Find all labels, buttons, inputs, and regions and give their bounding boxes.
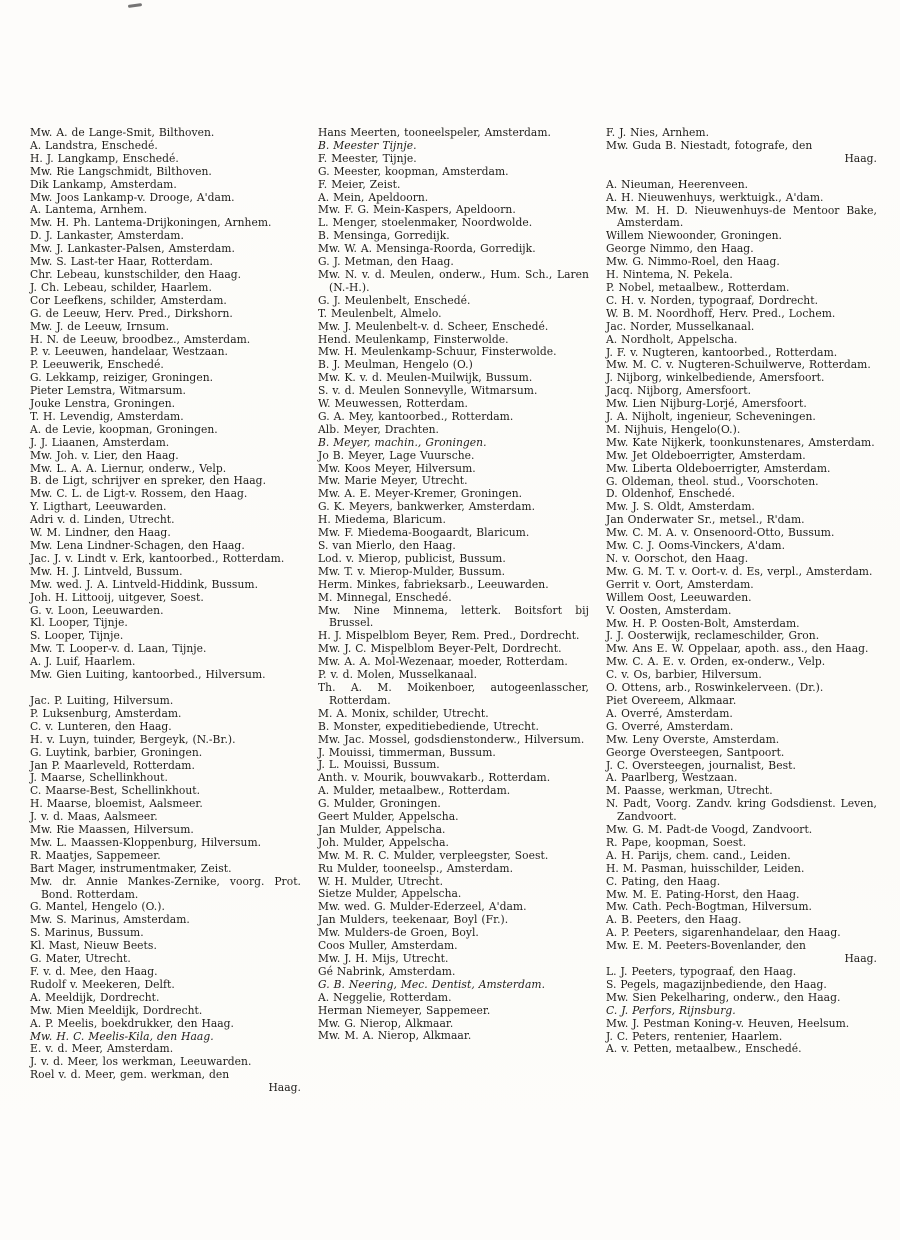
list-entry: G. Oldeman, theol. stud., Voorschoten. bbox=[606, 474, 819, 488]
list-entry: W. M. Lindner, den Haag. bbox=[30, 526, 171, 540]
list-entry: M. Paasse, werkman, Utrecht. bbox=[606, 784, 773, 798]
list-entry: Mw. C. M. A. v. Onsenoord-Otto, Bussum. bbox=[606, 526, 835, 540]
list-entry: Mw. E. M. Peeters-Bovenlander, den Haag. bbox=[606, 939, 877, 966]
list-entry: F. J. Nies, Arnhem. bbox=[606, 126, 710, 139]
list-entry: Mw. G. M. Padt-de Voogd, Zandvoort. bbox=[606, 823, 813, 837]
list-entry: A. Overré, Amsterdam. bbox=[606, 706, 733, 720]
list-entry: Mw. L. Maassen-Kloppenburg, Hilversum. bbox=[30, 835, 262, 849]
list-entry: Mw. Marie Meyer, Utrecht. bbox=[318, 474, 468, 488]
list-entry: Mw. T. Looper-v. d. Laan, Tijnje. bbox=[30, 642, 207, 656]
list-entry: George Nimmo, den Haag. bbox=[606, 242, 754, 256]
list-entry: G. Luytink, barbier, Groningen. bbox=[30, 745, 203, 759]
list-entry: Mw. C. A. E. v. Orden, ex-onderw., Velp. bbox=[606, 655, 826, 669]
list-entry: Mw. T. v. Mierop-Mulder, Bussum. bbox=[318, 564, 506, 578]
list-entry: Y. Ligthart, Leeuwarden. bbox=[30, 500, 167, 514]
list-entry: Th. A. M. Moikenboer, autogeenlasscher, Rotterdam. bbox=[318, 680, 589, 707]
list-entry: Mw. Sien Pekelharing, onderw., den Haag. bbox=[606, 990, 841, 1004]
list-entry: P. Nobel, metaalbew., Rotterdam. bbox=[606, 280, 790, 294]
list-entry: Mw. S. Last-ter Haar, Rotterdam. bbox=[30, 255, 213, 269]
list-entry: B. Monster, expeditiebediende, Utrecht. bbox=[318, 719, 539, 733]
list-entry: Mw. A. A. Mol-Wezenaar, moeder, Rotterdam. bbox=[318, 655, 568, 669]
list-entry: Dik Lankamp, Amsterdam. bbox=[30, 177, 177, 191]
list-entry: H. v. Luyn, tuinder, Bergeyk, (N.-Br.). bbox=[30, 732, 236, 746]
list-entry: G. v. Loon, Leeuwarden. bbox=[30, 603, 164, 617]
list-entry: P. Leeuwerik, Enschedé. bbox=[30, 358, 164, 372]
list-entry: Mw. Leny Overste, Amsterdam. bbox=[606, 732, 780, 746]
list-entry: A. Nieuman, Heerenveen. bbox=[606, 177, 749, 191]
list-entry: J. L. Mouissi, Bussum. bbox=[318, 758, 440, 772]
list-entry: Mw. J. Lankaster-Palsen, Amsterdam. bbox=[30, 242, 235, 256]
list-entry: Geert Mulder, Appelscha. bbox=[318, 810, 459, 824]
list-entry: Herm. Minkes, fabrieksarb., Leeuwarden. bbox=[318, 577, 549, 591]
list-entry: P. Luksenburg, Amsterdam. bbox=[30, 706, 182, 720]
list-entry: D. Oldenhof, Enschedé. bbox=[606, 487, 735, 501]
entry-continuation: Haag. bbox=[844, 952, 877, 966]
list-entry: Mw. J. Meulenbelt-v. d. Scheer, Enschedé. bbox=[318, 319, 549, 333]
list-entry: Mw. Lena Lindner-Schagen, den Haag. bbox=[30, 539, 245, 552]
list-entry: B. de Ligt, schrijver en spreker, den Haag. bbox=[30, 474, 267, 488]
text-column-2 bbox=[318, 127, 589, 1095]
list-entry: J. A. Nijholt, ingenieur, Scheveningen. bbox=[606, 410, 816, 424]
list-entry: Mw. J. C. Mispelblom Beyer-Pelt, Dordrecht. bbox=[318, 642, 562, 656]
list-entry: G. B. Neering, Mec. Dentist, Amsterdam. bbox=[318, 977, 546, 991]
list-entry: H. Nintema, N. Pekela. bbox=[606, 268, 733, 282]
list-entry: Joh. H. Littooij, uitgever, Soest. bbox=[30, 590, 204, 604]
list-entry: Mw. M. C. v. Nugteren-Schuilwerve, Rotterdam. bbox=[606, 358, 871, 372]
list-entry: Pieter Lemstra, Witmarsum. bbox=[30, 384, 186, 398]
list-entry: Mw. G. M. T. v. Oort-v. d. Es, verpl., Amsterdam. bbox=[606, 564, 873, 578]
list-entry: V. Oosten, Amsterdam. bbox=[606, 603, 732, 617]
list-entry: S. Marinus, Bussum. bbox=[30, 926, 144, 940]
list-entry: Mw. M. H. D. Nieuwenhuys-de Mentoor Bake, Amsterdam. bbox=[606, 203, 877, 230]
list-entry: Mw. H. C. Meelis-Kila, den Haag. bbox=[30, 1029, 214, 1043]
list-entry: G. A. Mey, kantoorbed., Rotterdam. bbox=[318, 409, 514, 423]
list-entry: R. Maatjes, Sappemeer. bbox=[30, 848, 161, 862]
list-entry: Mw. F. Miedema-Boogaardt, Blaricum. bbox=[318, 526, 530, 540]
list-entry: Alb. Meyer, Drachten. bbox=[318, 422, 439, 436]
list-entry: T. H. Levendig, Amsterdam. bbox=[30, 409, 184, 423]
list-entry: N. Padt, Voorg. Zandv. kring Godsdienst. Leven, Zandvoort. bbox=[606, 797, 877, 824]
list-entry: J. C. Peters, rentenier, Haarlem. bbox=[606, 1029, 783, 1043]
list-entry: Mw. M. A. Nierop, Alkmaar. bbox=[318, 1029, 472, 1043]
list-entry: Jac. Norder, Musselkanaal. bbox=[606, 319, 755, 333]
list-entry: B. Meester Tijnje. bbox=[318, 138, 417, 152]
list-entry: Mw. Mien Meeldijk, Dordrecht. bbox=[30, 1003, 203, 1017]
list-entry: F. Meester, Tijnje. bbox=[318, 151, 417, 165]
list-entry: Mw. Ans E. W. Oppelaar, apoth. ass., den Haag. bbox=[606, 642, 869, 656]
list-entry: Mw. A. de Lange-Smit, Bilthoven. bbox=[30, 126, 215, 139]
list-entry: F. v. d. Mee, den Haag. bbox=[30, 965, 158, 978]
list-entry: B. J. Meulman, Hengelo (O.) bbox=[318, 358, 473, 372]
list-entry: H. N. de Leeuw, broodbez., Amsterdam. bbox=[30, 332, 251, 346]
list-entry: Jouke Lenstra, Groningen. bbox=[30, 397, 176, 411]
list-entry: A. de Levie, koopman, Groningen. bbox=[30, 422, 218, 436]
list-entry: Mw. C. J. Ooms-Vinckers, A'dam. bbox=[606, 539, 786, 553]
list-entry: F. Meier, Zeist. bbox=[318, 177, 401, 191]
list-entry: Mw. wed. G. Mulder-Ederzeel, A'dam. bbox=[318, 900, 527, 914]
list-entry: Mw. C. L. de Ligt-v. Rossem, den Haag. bbox=[30, 487, 248, 501]
list-entry: C. Pating, den Haag. bbox=[606, 874, 721, 888]
list-entry: Rudolf v. Meekeren, Delft. bbox=[30, 977, 175, 991]
list-entry: Mw. F. G. Mein-Kaspers, Apeldoorn. bbox=[318, 203, 516, 217]
list-entry: Mw. K. v. d. Meulen-Muilwijk, Bussum. bbox=[318, 371, 533, 385]
list-entry: Mw. N. v. d. Meulen, onderw., Hum. Sch., Laren (N.-H.). bbox=[318, 267, 589, 294]
list-entry: Mw. Rie Maassen, Hilversum. bbox=[30, 823, 194, 837]
list-entry: Mw. L. A. A. Liernur, onderw., Velp. bbox=[30, 461, 227, 475]
list-entry: G. K. Meyers, bankwerker, Amsterdam. bbox=[318, 500, 536, 514]
list-entry: P. v. Leeuwen, handelaar, Westzaan. bbox=[30, 345, 228, 359]
list-entry: G. Mulder, Groningen. bbox=[318, 797, 441, 811]
list-entry: J. Ch. Lebeau, schilder, Haarlem. bbox=[30, 280, 212, 294]
list-entry: J. J. Liaanen, Amsterdam. bbox=[30, 435, 170, 449]
list-entry: Mw. H. P. Oosten-Bolt, Amsterdam. bbox=[606, 616, 800, 630]
list-entry: Jan Mulders, teekenaar, Boyl (Fr.). bbox=[318, 913, 509, 927]
list-entry: Mw. Joh. v. Lier, den Haag. bbox=[30, 448, 179, 462]
list-entry: Jan Onderwater Sr., metsel., R'dam. bbox=[606, 513, 805, 527]
list-entry: Mw. A. E. Meyer-Kremer, Groningen. bbox=[318, 487, 523, 501]
list-entry: Jo B. Meyer, Lage Vuursche. bbox=[318, 448, 475, 462]
list-entry: Mw. Koos Meyer, Hilversum. bbox=[318, 461, 476, 475]
list-entry: Cor Leefkens, schilder, Amsterdam. bbox=[30, 293, 227, 307]
list-entry: Mw. Cath. Pech-Bogtman, Hilversum. bbox=[606, 900, 812, 914]
list-entry: Mw. J. Pestman Koning-v. Heuven, Heelsum. bbox=[606, 1016, 850, 1030]
list-entry: Anth. v. Mourik, bouwvakarb., Rotterdam. bbox=[318, 771, 551, 785]
list-entry: Chr. Lebeau, kunstschilder, den Haag. bbox=[30, 267, 242, 281]
list-entry: Coos Muller, Amsterdam. bbox=[318, 939, 458, 953]
list-entry: Mw. Nine Minnema, letterk. Boitsfort bij Brussel. bbox=[318, 603, 589, 630]
list-entry: W. B. M. Noordhoff, Herv. Pred., Lochem. bbox=[606, 306, 836, 320]
list-entry: W. H. Mulder, Utrecht. bbox=[318, 874, 444, 888]
list-entry: C. J. Perfors, Rijnsburg. bbox=[606, 1003, 736, 1017]
list-entry: W. Meuwessen, Rotterdam. bbox=[318, 397, 468, 411]
entry-continuation: Haag. bbox=[844, 151, 877, 165]
list-entry: B. Meyer, machin., Groningen. bbox=[318, 435, 487, 449]
list-entry: S. Pegels, magazijnbediende, den Haag. bbox=[606, 977, 827, 991]
list-entry: Jan Mulder, Appelscha. bbox=[318, 822, 446, 836]
list-entry: G. Meester, koopman, Amsterdam. bbox=[318, 164, 509, 178]
list-entry: H. J. Langkamp, Enschedé. bbox=[30, 151, 179, 165]
list-entry: Herman Niemeyer, Sappemeer. bbox=[318, 1003, 491, 1017]
list-entry: M. A. Monix, schilder, Utrecht. bbox=[318, 706, 489, 720]
list-entry: A. Mulder, metaalbew., Rotterdam. bbox=[318, 784, 511, 798]
list-entry: Kl. Mast, Nieuw Beets. bbox=[30, 939, 157, 953]
list-entry: P. v. d. Molen, Musselkanaal. bbox=[318, 668, 478, 682]
list-entry: Kl. Looper, Tijnje. bbox=[30, 616, 128, 630]
list-entry: C. v. Os, barbier, Hilversum. bbox=[606, 668, 762, 682]
list-entry: H. Miedema, Blaricum. bbox=[318, 513, 446, 527]
list-entry: Bart Mager, instrumentmaker, Zeist. bbox=[30, 861, 232, 875]
list-entry: M. Nijhuis, Hengelo(O.). bbox=[606, 422, 741, 436]
list-entry: R. Pape, koopman, Soest. bbox=[606, 835, 747, 849]
list-entry: Mw. S. Marinus, Amsterdam. bbox=[30, 913, 190, 927]
list-entry: Mw. Kate Nijkerk, toonkunstenares, Amsterdam. bbox=[606, 435, 875, 449]
list-entry: G. de Leeuw, Herv. Pred., Dirkshorn. bbox=[30, 306, 233, 320]
list-entry: A. P. Peeters, sigarenhandelaar, den Haag. bbox=[606, 926, 841, 940]
list-entry: J. C. Oversteegen, journalist, Best. bbox=[606, 758, 796, 772]
list-entry: Mw. Mulders-de Groen, Boyl. bbox=[318, 926, 479, 940]
list-entry: Gerrit v. Oort, Amsterdam. bbox=[606, 577, 754, 591]
list-entry: Mw. Gien Luiting, kantoorbed., Hilversum. bbox=[30, 668, 266, 682]
list-entry: A. J. Luif, Haarlem. bbox=[30, 655, 136, 669]
list-entry: Mw. Guda B. Niestadt, fotografe, den Haag. bbox=[606, 138, 877, 165]
list-entry: G. Overré, Amsterdam. bbox=[606, 719, 734, 733]
list-entry: Lod. v. Mierop, publicist, Bussum. bbox=[318, 551, 506, 565]
list-entry: Mw. Jet Oldeboerrigter, Amsterdam. bbox=[606, 448, 806, 462]
list-entry: A. Mein, Apeldoorn. bbox=[318, 190, 429, 204]
list-entry: Piet Overeem, Alkmaar. bbox=[606, 693, 737, 707]
list-entry: C. v. Lunteren, den Haag. bbox=[30, 719, 172, 733]
list-entry: J. Maarse, Schellinkhout. bbox=[30, 771, 168, 785]
list-entry: Mw. G. Nimmo-Roel, den Haag. bbox=[606, 255, 780, 269]
list-entry: G. Mater, Utrecht. bbox=[30, 952, 131, 966]
list-entry: Roel v. d. Meer, gem. werkman, den Haag. bbox=[30, 1068, 301, 1095]
list-entry: Gé Nabrink, Amsterdam. bbox=[318, 964, 456, 978]
list-entry: Mw. H. J. Lintveld, Bussum. bbox=[30, 564, 183, 578]
list-entry: Sietze Mulder, Appelscha. bbox=[318, 887, 462, 901]
list-entry: Mw. G. Nierop, Alkmaar. bbox=[318, 1016, 454, 1030]
list-entry: J. v. d. Meer, los werkman, Leeuwarden. bbox=[30, 1055, 252, 1069]
list-entry: J. F. v. Nugteren, kantoorbed., Rotterdam. bbox=[606, 345, 838, 359]
list-entry: A. Lantema, Arnhem. bbox=[30, 203, 148, 217]
list-entry: Mw. wed. J. A. Lintveld-Hiddink, Bussum. bbox=[30, 577, 259, 591]
list-entry: J. v. d. Maas, Aalsmeer. bbox=[30, 810, 158, 824]
list-entry: A. H. Nieuwenhuys, werktuigk., A'dam. bbox=[606, 190, 824, 204]
list-entry: Mw. H. Meulenkamp-Schuur, Finsterwolde. bbox=[318, 345, 557, 359]
list-entry: Mw. M. E. Pating-Horst, den Haag. bbox=[606, 887, 800, 901]
list-entry: Jacq. Nijborg, Amersfoort. bbox=[606, 384, 752, 398]
list-entry: S. van Mierlo, den Haag. bbox=[318, 539, 456, 552]
list-entry: C. H. v. Norden, typograaf, Dordrecht. bbox=[606, 293, 819, 307]
scan-artifact-mark bbox=[128, 3, 142, 8]
list-entry: George Oversteegen, Santpoort. bbox=[606, 745, 785, 759]
list-entry: L. J. Peeters, typograaf, den Haag. bbox=[606, 965, 797, 978]
list-entry: Mw. Joos Lankamp-v. Drooge, A'dam. bbox=[30, 190, 235, 204]
list-entry: Ru Mulder, tooneelsp., Amsterdam. bbox=[318, 861, 514, 875]
list-entry: C. Maarse-Best, Schellinkhout. bbox=[30, 784, 201, 798]
list-entry: Mw. J. H. Mijs, Utrecht. bbox=[318, 952, 449, 965]
list-entry: A. H. Parijs, chem. cand., Leiden. bbox=[606, 848, 791, 862]
list-entry: A. Landstra, Enschedé. bbox=[30, 138, 158, 152]
list-entry: H. Maarse, bloemist, Aalsmeer. bbox=[30, 797, 203, 811]
text-column-1 bbox=[30, 127, 301, 1095]
list-entry: Jac. P. Luiting, Hilversum. bbox=[30, 693, 174, 707]
list-entry: E. v. d. Meer, Amsterdam. bbox=[30, 1042, 174, 1056]
list-entry: A. B. Peeters, den Haag. bbox=[606, 913, 742, 927]
list-entry: H. M. Pasman, huisschilder, Leiden. bbox=[606, 861, 805, 875]
list-entry: B. Mensinga, Gorredijk. bbox=[318, 229, 450, 243]
list-entry: L. Menger, stoelenmaker, Noordwolde. bbox=[318, 216, 533, 230]
list-entry: G. Mantel, Hengelo (O.). bbox=[30, 900, 165, 914]
list-entry: O. Ottens, arb., Roswinkelerveen. (Dr.). bbox=[606, 681, 824, 695]
list-entry: A. Paarlberg, Westzaan. bbox=[606, 771, 738, 785]
list-entry: Mw. J. S. Oldt, Amsterdam. bbox=[606, 500, 755, 514]
list-entry: S. v. d. Meulen Sonnevylle, Witmarsum. bbox=[318, 384, 538, 398]
list-entry: G. J. Metman, den Haag. bbox=[318, 255, 454, 269]
list-entry: D. J. Lankaster, Amsterdam. bbox=[30, 229, 184, 243]
list-entry: G. J. Meulenbelt, Enschedé. bbox=[318, 293, 471, 307]
entry-continuation: Haag. bbox=[268, 1081, 301, 1095]
list-entry: Mw. Jac. Mossel, godsdienstonderw., Hilversum. bbox=[318, 732, 585, 746]
text-column-3 bbox=[606, 127, 877, 1095]
list-entry: T. Meulenbelt, Almelo. bbox=[318, 306, 442, 320]
list-entry: Mw. Rie Langschmidt, Bilthoven. bbox=[30, 164, 212, 178]
list-entry: N. v. Oorschot, den Haag. bbox=[606, 552, 749, 565]
list-entry: A. Neggelie, Rotterdam. bbox=[318, 990, 452, 1004]
list-entry: Mw. W. A. Mensinga-Roorda, Gorredijk. bbox=[318, 242, 536, 256]
list-entry: Hend. Meulenkamp, Finsterwolde. bbox=[318, 332, 509, 346]
list-entry: Jan P. Maarleveld, Rotterdam. bbox=[30, 758, 195, 772]
list-entry: Mw. Lien Nijburg-Lorjé, Amersfoort. bbox=[606, 397, 807, 411]
list-entry: Adri v. d. Linden, Utrecht. bbox=[30, 513, 175, 527]
list-entry: Jac. J. v. Lindt v. Erk, kantoorbed., Rotterdam. bbox=[30, 551, 285, 565]
list-entry: A. P. Meelis, boekdrukker, den Haag. bbox=[30, 1016, 235, 1030]
list-entry: S. Looper, Tijnje. bbox=[30, 629, 124, 643]
list-entry: Joh. Mulder, Appelscha. bbox=[318, 835, 449, 849]
name-list bbox=[30, 127, 876, 1095]
list-entry: J. Nijborg, winkelbediende, Amersfoort. bbox=[606, 371, 825, 385]
list-entry: Mw. J. de Leeuw, Irnsum. bbox=[30, 319, 170, 333]
list-entry: J. J. Oosterwijk, reclameschilder, Gron. bbox=[606, 629, 820, 643]
list-entry: Mw. H. Ph. Lantema-Drijkoningen, Arnhem. bbox=[30, 216, 272, 230]
list-entry: Mw. Liberta Oldeboerrigter, Amsterdam. bbox=[606, 461, 831, 475]
list-entry: Willem Oost, Leeuwarden. bbox=[606, 590, 752, 604]
list-entry: Hans Meerten, tooneelspeler, Amsterdam. bbox=[318, 126, 551, 139]
list-entry: G. Lekkamp, reiziger, Groningen. bbox=[30, 371, 214, 385]
list-entry: Willem Niewoonder, Groningen. bbox=[606, 229, 782, 243]
list-entry: A. v. Petten, metaalbew., Enschedé. bbox=[606, 1042, 802, 1056]
list-entry: Mw. M. R. C. Mulder, verpleegster, Soest. bbox=[318, 848, 549, 862]
list-entry: J. Mouissi, timmerman, Bussum. bbox=[318, 745, 496, 759]
list-entry: H. J. Mispelblom Beyer, Rem. Pred., Dordrecht. bbox=[318, 629, 580, 643]
list-entry: Mw. dr. Annie Mankes-Zernike, voorg. Prot. Bond. Rotterdam. bbox=[30, 874, 301, 901]
list-entry: A. Meeldijk, Dordrecht. bbox=[30, 990, 160, 1004]
list-entry: M. Minnegal, Enschedé. bbox=[318, 590, 452, 604]
list-entry: A. Nordholt, Appelscha. bbox=[606, 332, 738, 346]
